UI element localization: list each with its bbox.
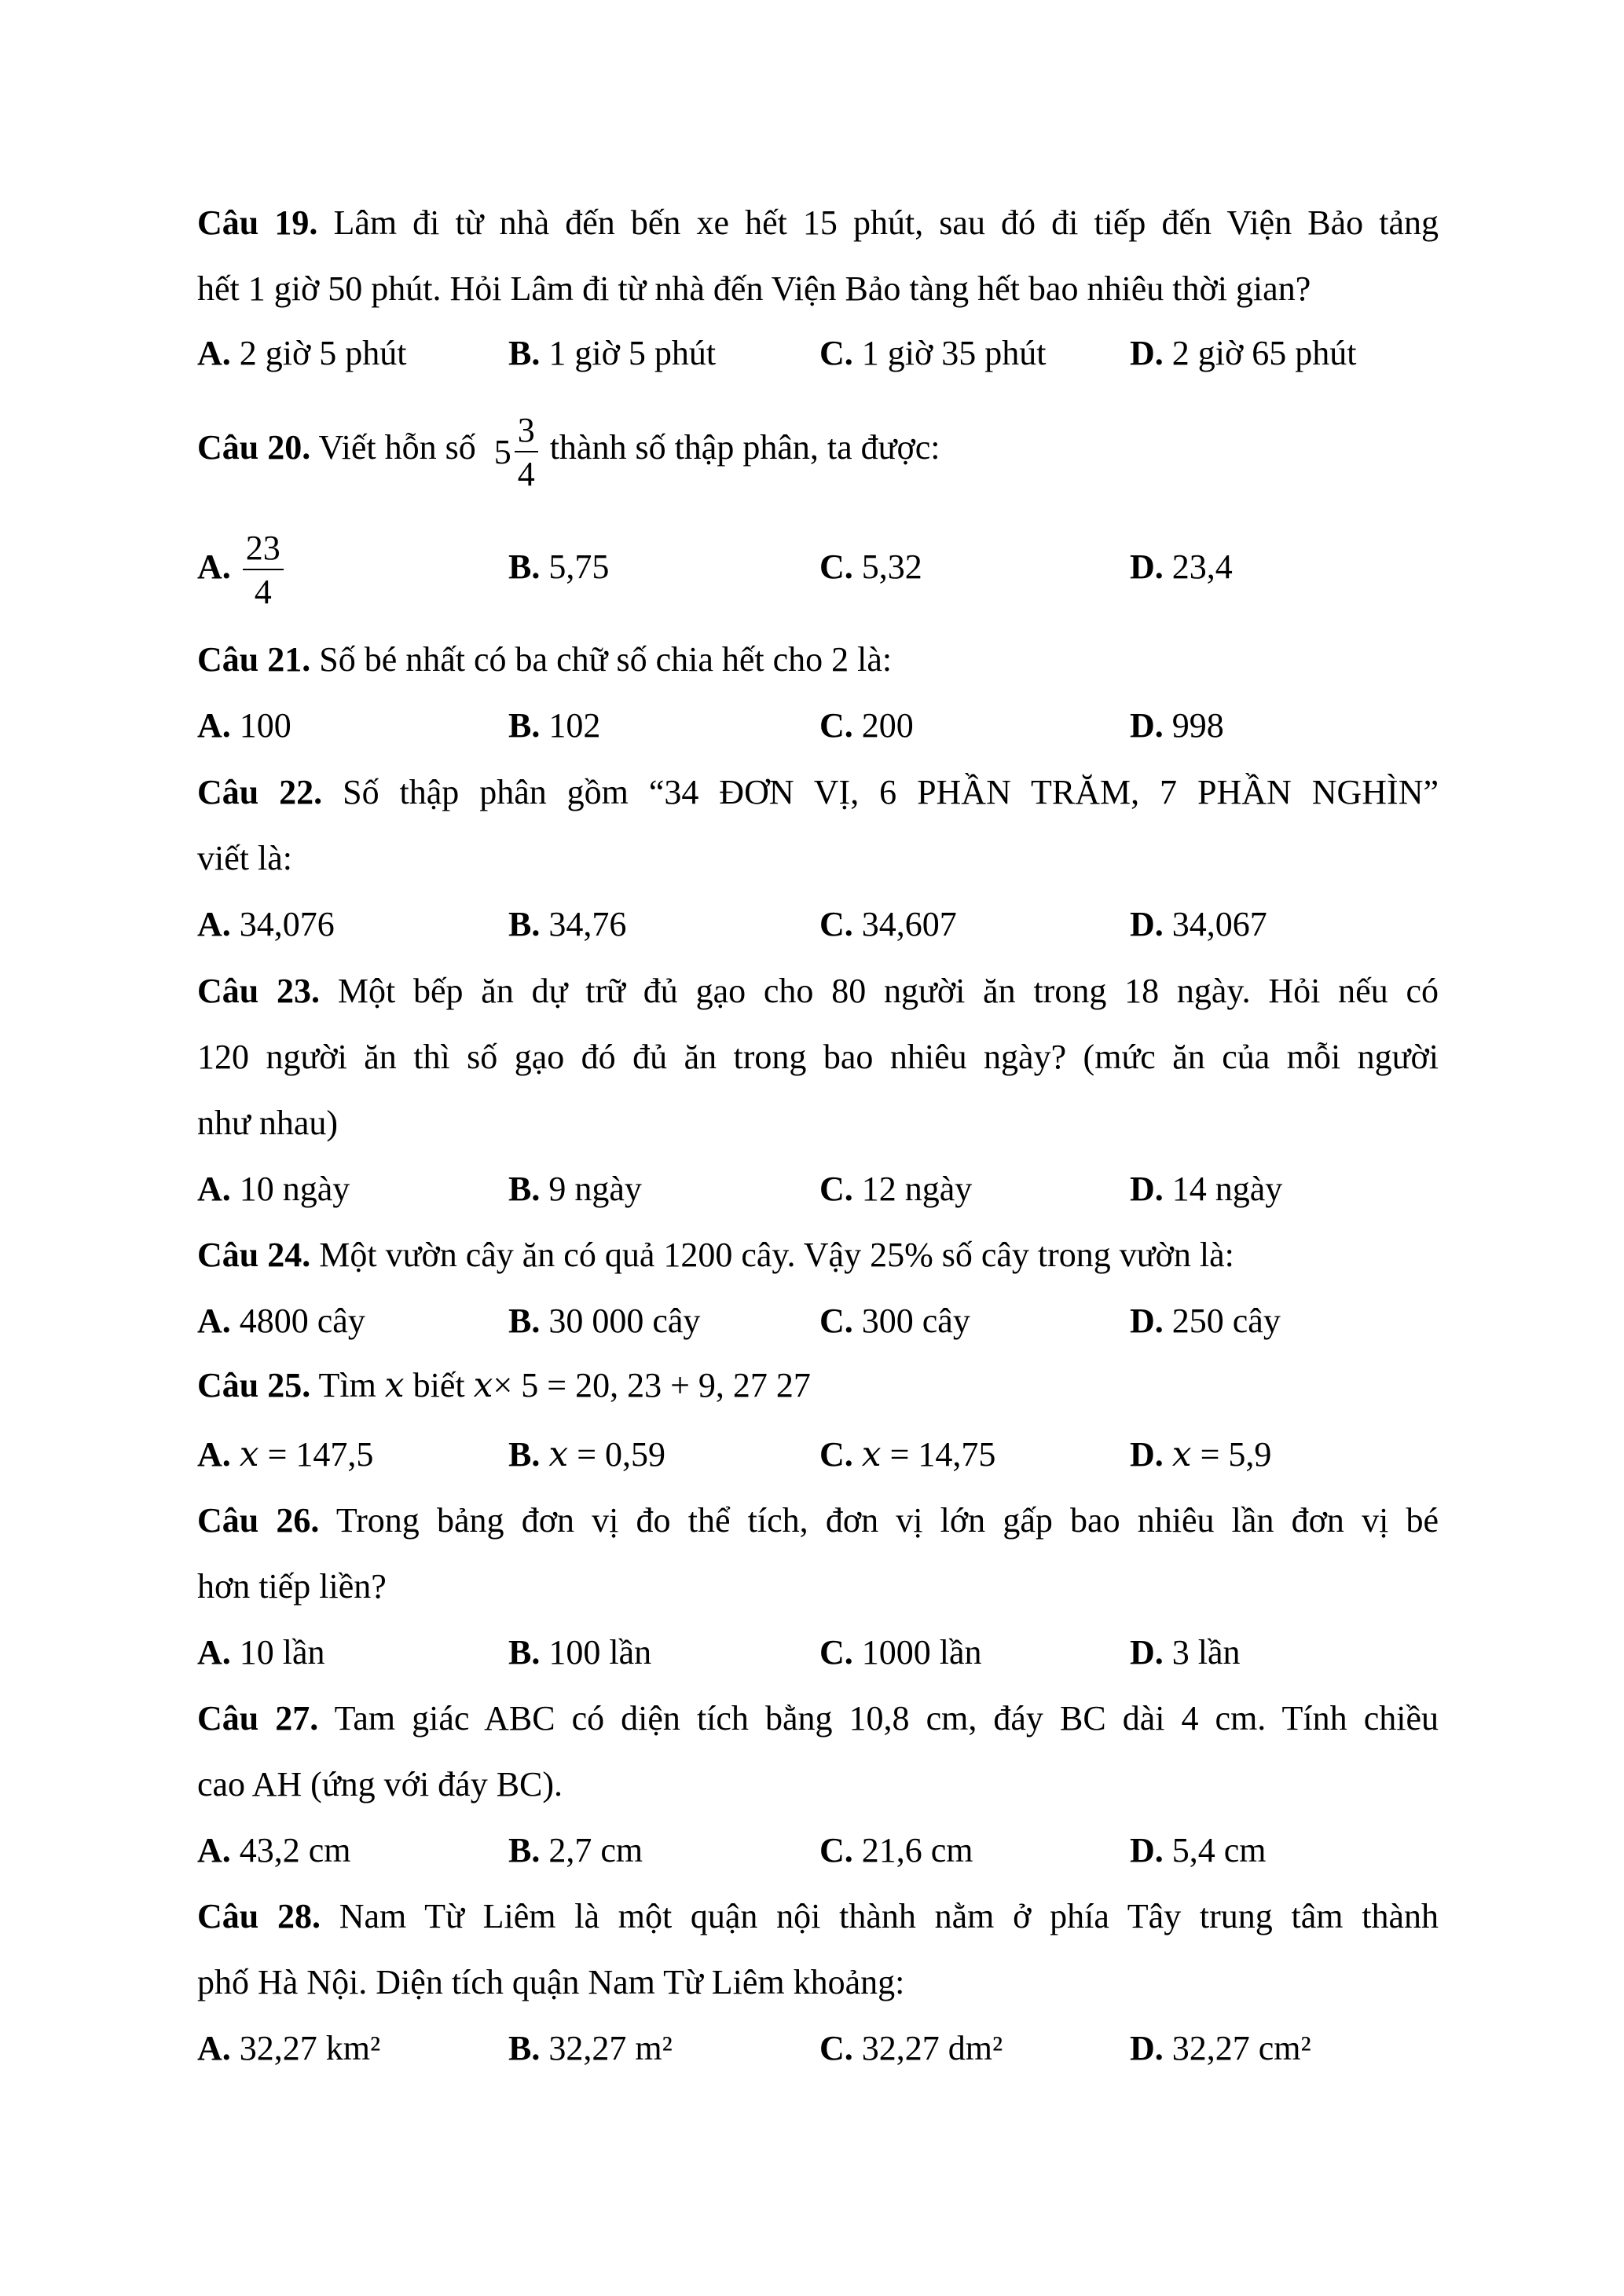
question-23-options <box>197 1156 1439 1222</box>
question-number: Câu 28. <box>197 1897 321 1935</box>
option-b[interactable]: B. 1 giờ 5 phút <box>508 334 717 372</box>
option-c[interactable]: C. 32,27 dm² <box>819 2029 1003 2067</box>
fraction-numerator: 3 <box>515 413 538 452</box>
option-c[interactable]: C. 21,6 cm <box>819 1831 973 1869</box>
option-c[interactable]: C. 5,32 <box>819 547 922 586</box>
option-b[interactable]: B. 100 lần <box>508 1633 652 1672</box>
question-25 <box>197 1353 1439 1419</box>
option-a[interactable]: A. 10 ngày <box>197 1170 350 1208</box>
question-28-line-1 <box>197 1884 1439 1950</box>
option-c[interactable]: C. 1 giờ 35 phút <box>819 334 1047 372</box>
question-27-line-2: cao AH (ứng với đáy BC). <box>197 1765 563 1803</box>
option-c[interactable]: C. 200 <box>819 706 914 745</box>
question-19-line-1 <box>197 190 1439 256</box>
option-b[interactable]: B. 9 ngày <box>508 1170 642 1208</box>
question-text-cont: thành số thập phân, ta được: <box>549 428 940 467</box>
question-23-line-3: như nhau) <box>197 1104 339 1142</box>
option-b[interactable]: B. x = 0,59 <box>508 1434 666 1474</box>
question-25-options <box>197 1422 1439 1488</box>
option-d[interactable]: D. x = 5,9 <box>1130 1434 1272 1474</box>
question-text: Lâm đi từ nhà đến bến xe hết 15 phút, sau đó đi tiếp đến Viện Bảo tảng <box>333 203 1439 242</box>
question-28-options <box>197 2016 1439 2082</box>
question-21-line-1 <box>197 627 1439 693</box>
option-d[interactable]: D. 250 cây <box>1130 1302 1281 1340</box>
option-c[interactable]: C. x = 14,75 <box>819 1434 996 1474</box>
option-c[interactable]: C. 12 ngày <box>819 1170 973 1208</box>
option-c[interactable]: C. 300 cây <box>819 1302 970 1340</box>
question-text: Một bếp ăn dự trữ đủ gạo cho 80 người ăn trong 18 ngày. Hỏi nếu có <box>337 972 1439 1010</box>
option-d[interactable]: D. 14 ngày <box>1130 1170 1283 1208</box>
question-text: Trong bảng đơn vị đo thể tích, đơn vị lớn gấp bao nhiêu lần đơn vị bé <box>335 1501 1439 1540</box>
option-a[interactable]: A. 34,076 <box>197 905 335 943</box>
question-text-cont: biết <box>412 1366 465 1404</box>
option-d[interactable]: D. 998 <box>1130 706 1224 745</box>
option-b[interactable]: B. 32,27 m² <box>508 2029 673 2067</box>
question-24-options <box>197 1288 1439 1354</box>
question-23-line-1 <box>197 958 1439 1024</box>
option-a[interactable]: A. 4800 cây <box>197 1302 365 1340</box>
question-24-line-1 <box>197 1222 1439 1288</box>
equation-variable: x <box>473 1365 493 1405</box>
option-c[interactable]: C. 34,607 <box>819 905 957 943</box>
question-number: Câu 25. <box>197 1366 311 1404</box>
question-text: Tìm <box>318 1366 376 1404</box>
question-text: Tam giác ABC có diện tích bằng 10,8 cm, đáy BC dài 4 cm. Tính chiều <box>334 1699 1439 1738</box>
mixed-number <box>494 410 541 492</box>
option-a[interactable]: A. $\frac{23}{4}$ <box>197 528 287 610</box>
option-a[interactable]: A. 2 giờ 5 phút <box>197 334 407 372</box>
option-a[interactable]: A. 100 <box>197 706 291 745</box>
variable-x: x <box>384 1365 405 1405</box>
option-d[interactable]: D. 3 lần <box>1130 1633 1241 1672</box>
question-27-line-1 <box>197 1686 1439 1752</box>
question-text: Nam Từ Liêm là một quận nội thành nằm ở phía Tây trung tâm thành <box>339 1897 1439 1935</box>
question-number: Câu 23. <box>197 972 321 1010</box>
question-26-options <box>197 1620 1439 1686</box>
option-d[interactable]: D. 34,067 <box>1130 905 1267 943</box>
option-b[interactable]: B. 30 000 cây <box>508 1302 701 1340</box>
question-19-options <box>197 320 1439 386</box>
option-a[interactable]: A. x = 147,5 <box>197 1434 374 1474</box>
fraction-denominator: 4 <box>254 572 272 611</box>
option-d[interactable]: D. 23,4 <box>1130 547 1233 586</box>
mixed-whole: 5 <box>493 432 511 471</box>
question-number: Câu 21. <box>197 640 311 679</box>
equation: × 5 = 20, 23 + 9, 27 27 <box>493 1366 811 1404</box>
option-b[interactable]: B. 5,75 <box>508 547 610 586</box>
option-b[interactable]: B. 102 <box>508 706 601 745</box>
question-number: Câu 19. <box>197 203 318 242</box>
option-a[interactable]: A. 32,27 km² <box>197 2029 381 2067</box>
question-26-line-1 <box>197 1488 1439 1554</box>
question-number: Câu 22. <box>197 773 323 811</box>
option-d[interactable]: D. 32,27 cm² <box>1130 2029 1311 2067</box>
option-c[interactable]: C. 1000 lần <box>819 1633 982 1672</box>
fraction <box>243 528 284 611</box>
option-a[interactable]: A. 10 lần <box>197 1633 325 1672</box>
question-number: Câu 27. <box>197 1699 319 1738</box>
option-a[interactable]: A. 43,2 cm <box>197 1831 351 1869</box>
question-20 <box>197 408 1439 492</box>
question-text: Số bé nhất có ba chữ số chia hết cho 2 là: <box>319 640 893 679</box>
option-b[interactable]: B. 2,7 cm <box>508 1831 643 1869</box>
question-22-line-1 <box>197 760 1439 826</box>
question-number: Câu 24. <box>197 1236 311 1274</box>
question-text: Một vườn cây ăn có quả 1200 cây. Vậy 25% số cây trong vườn là: <box>319 1236 1234 1274</box>
option-b[interactable]: B. 34,76 <box>508 905 627 943</box>
option-d[interactable]: D. 5,4 cm <box>1130 1831 1267 1869</box>
question-26-line-2: hơn tiếp liền? <box>197 1567 387 1606</box>
question-22-options <box>197 892 1439 958</box>
question-28-line-2: phố Hà Nội. Diện tích quận Nam Từ Liêm khoảng: <box>197 1963 905 2001</box>
question-number: Câu 26. <box>197 1501 320 1540</box>
option-d[interactable]: D. 2 giờ 65 phút <box>1130 334 1357 372</box>
question-23-line-2: 120 người ăn thì số gạo đó đủ ăn trong bao nhiêu ngày? (mức ăn của mỗi người <box>197 1038 1439 1076</box>
fraction-numerator: 23 <box>243 531 284 570</box>
question-19-line-2: hết 1 giờ 50 phút. Hỏi Lâm đi từ nhà đến Viện Bảo tàng hết bao nhiêu thời gian? <box>197 269 1311 308</box>
question-22-line-2: viết là: <box>197 839 292 877</box>
question-20-options <box>197 528 1439 611</box>
fraction-denominator: 4 <box>517 454 535 493</box>
question-21-options <box>197 693 1439 759</box>
fraction <box>515 410 538 493</box>
question-27-options <box>197 1818 1439 1884</box>
question-text: Viết hỗn số <box>318 428 476 467</box>
question-text: Số thập phân gồm “34 ĐƠN VỊ, 6 PHẦN TRĂM, 7 PHẦN NGHÌN” <box>343 773 1439 811</box>
question-number: Câu 20. <box>197 428 311 467</box>
